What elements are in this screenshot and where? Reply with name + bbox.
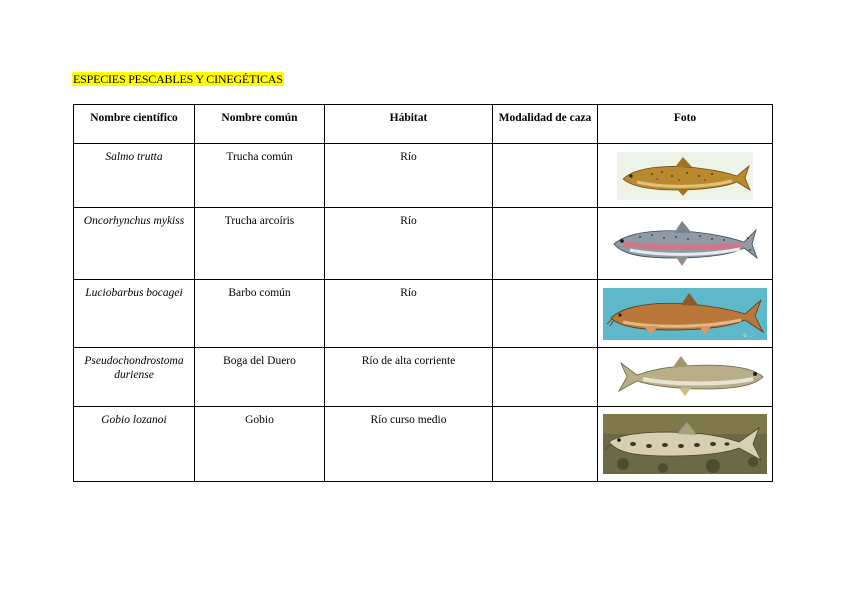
header-habitat: Hábitat xyxy=(325,105,493,144)
table-row xyxy=(74,144,773,208)
svg-text:© ...: © ... xyxy=(743,332,753,338)
habitat-cell: Río xyxy=(325,280,493,348)
photo-cell xyxy=(598,407,773,482)
boga-illustration xyxy=(603,355,767,399)
brown-trout-illustration xyxy=(617,152,753,200)
habitat-cell: Río xyxy=(325,208,493,280)
common-name-cell: Barbo común xyxy=(195,280,325,348)
common-name-cell: Boga del Duero xyxy=(195,348,325,407)
document-title: ESPECIES PESCABLES Y CINEGÉTICAS xyxy=(73,72,283,86)
header-hunting-mode: Modalidad de caza xyxy=(493,105,598,144)
species-table xyxy=(73,104,773,482)
header-photo: Foto xyxy=(598,105,773,144)
common-name-cell: Trucha arcoíris xyxy=(195,208,325,280)
photo-cell xyxy=(598,208,773,280)
scientific-name-cell: Salmo trutta xyxy=(74,144,195,208)
photo-cell xyxy=(598,144,773,208)
scientific-name-cell: Pseudochondrostoma duriense xyxy=(74,348,195,407)
hunting-mode-cell xyxy=(493,280,598,348)
scientific-name-cell: Luciobarbus bocagei xyxy=(74,280,195,348)
table-row xyxy=(74,348,773,407)
habitat-cell: Río curso medio xyxy=(325,407,493,482)
rainbow-trout-illustration xyxy=(610,218,760,270)
scientific-name-cell: Oncorhynchus mykiss xyxy=(74,208,195,280)
header-scientific-name: Nombre científico xyxy=(74,105,195,144)
header-row xyxy=(74,105,773,144)
habitat-cell: Río xyxy=(325,144,493,208)
barbel-illustration xyxy=(603,288,767,340)
hunting-mode-cell xyxy=(493,407,598,482)
table-row xyxy=(74,208,773,280)
hunting-mode-cell xyxy=(493,348,598,407)
common-name-cell: Trucha común xyxy=(195,144,325,208)
hunting-mode-cell xyxy=(493,208,598,280)
header-common-name: Nombre común xyxy=(195,105,325,144)
hunting-mode-cell xyxy=(493,144,598,208)
common-name-cell: Gobio xyxy=(195,407,325,482)
habitat-cell: Río de alta corriente xyxy=(325,348,493,407)
scientific-name-cell: Gobio lozanoi xyxy=(74,407,195,482)
table-row xyxy=(74,280,773,348)
gudgeon-photo xyxy=(603,414,767,474)
photo-cell xyxy=(598,280,773,348)
table-row xyxy=(74,407,773,482)
photo-cell xyxy=(598,348,773,407)
